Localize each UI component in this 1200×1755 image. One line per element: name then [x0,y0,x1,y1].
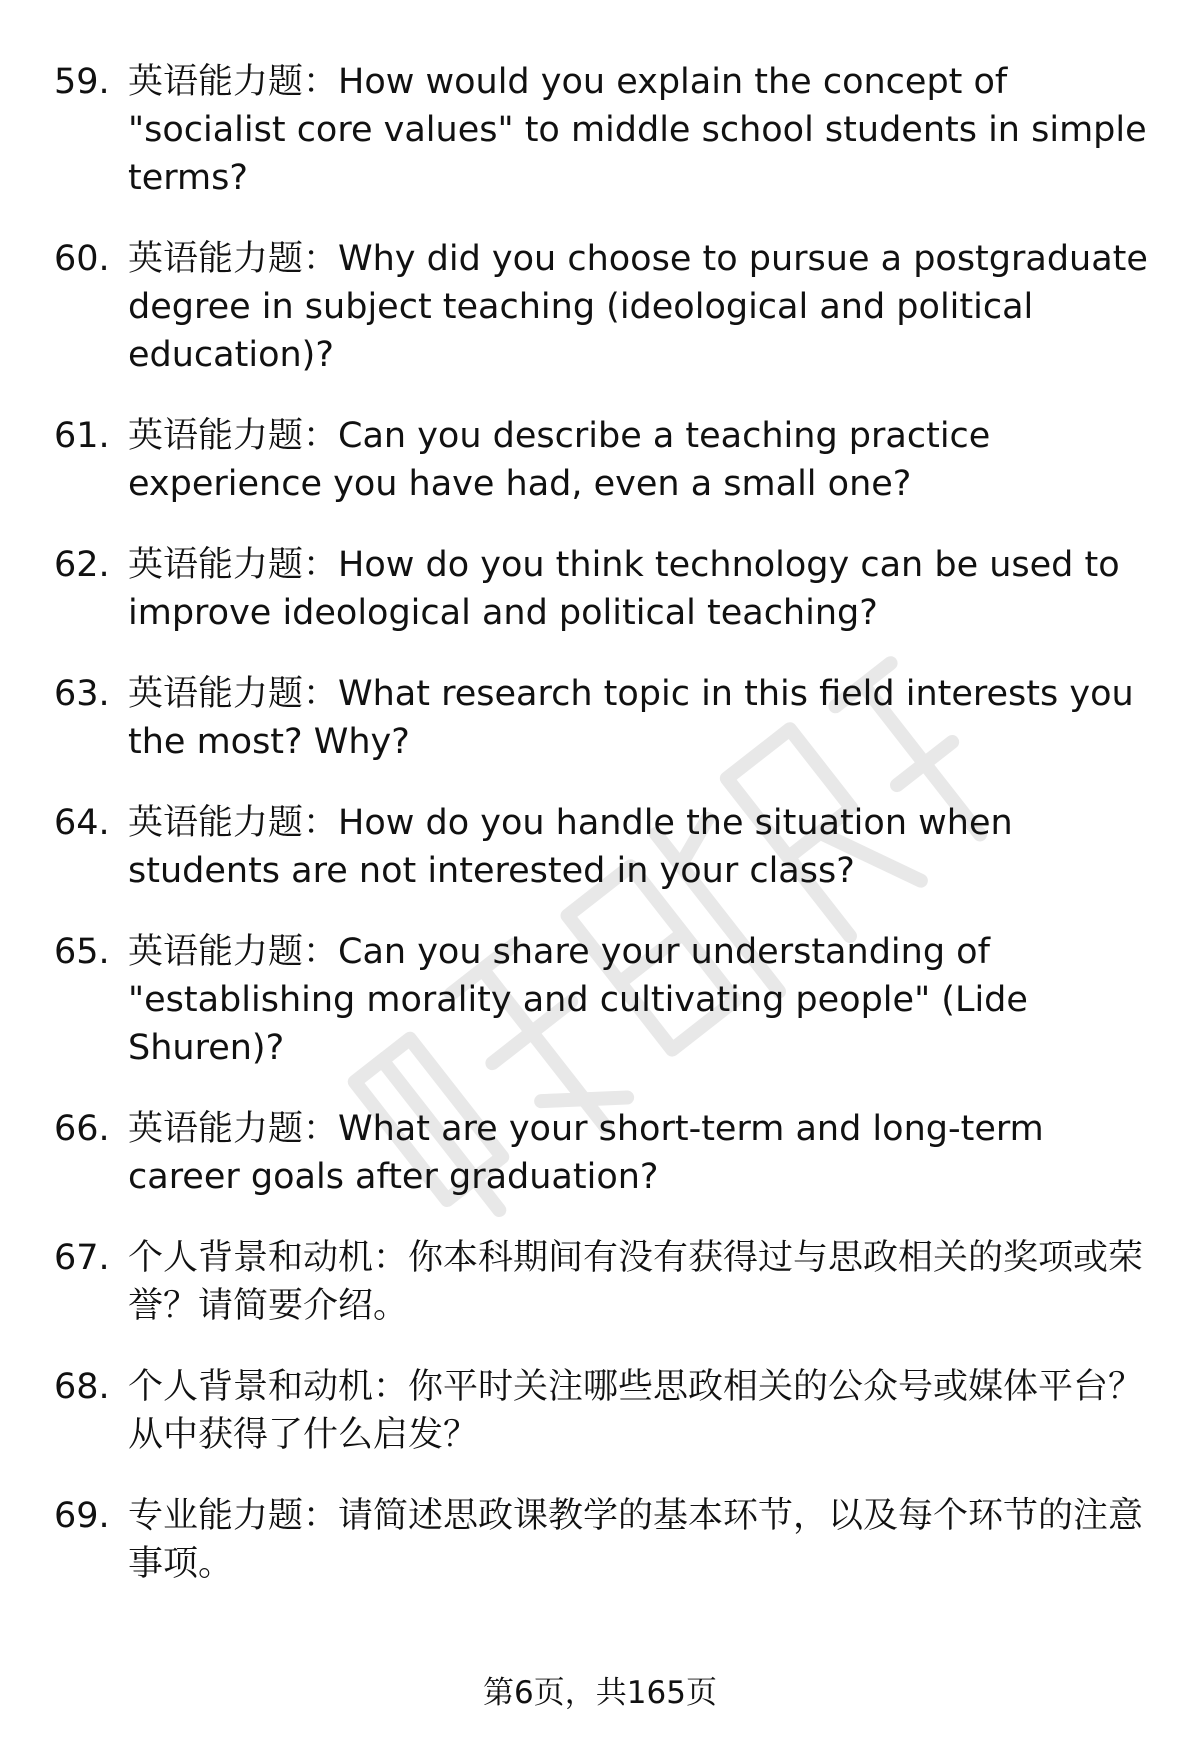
question-text: 英语能力题：How do you handle the situation when students are not interested in your class? [128,803,1013,891]
question-text: 专业能力题：请简述思政课教学的基本环节，以及每个环节的注意事项。 [128,1496,1144,1584]
question-number: 59. [54,62,110,102]
question-item [54,235,1154,379]
question-item [54,928,1154,1072]
question-text: 英语能力题：Can you describe a teaching practice experience you have had, even a small one? [128,416,991,504]
question-number: 61. [54,416,110,456]
question-item [54,1492,1154,1588]
question-item [54,799,1154,895]
page-footer: 第6页，共165页 [483,1675,717,1711]
question-text: 英语能力题：How would you explain the concept of "socialist core values" to middle school students in simple terms? [128,62,1147,198]
question-number: 66. [54,1109,110,1149]
question-text: 英语能力题：What are your short-term and long-term career goals after graduation? [128,1109,1044,1197]
question-list [54,58,1154,1621]
question-number: 65. [54,932,110,972]
question-text: 个人背景和动机：你平时关注哪些思政相关的公众号或媒体平台？从中获得了什么启发？ [128,1367,1144,1455]
question-item [54,412,1154,508]
question-number: 69. [54,1496,110,1536]
question-number: 67. [54,1238,110,1278]
question-number: 68. [54,1367,110,1407]
question-item [54,58,1154,202]
question-text: 英语能力题：Why did you choose to pursue a postgraduate degree in subject teaching (ideological and political education)? [128,239,1148,375]
question-text: 个人背景和动机：你本科期间有没有获得过与思政相关的奖项或荣誉？请简要介绍。 [128,1238,1144,1326]
question-number: 60. [54,239,110,279]
question-text: 英语能力题：What research topic in this field interests you the most? Why? [128,674,1134,762]
question-item [54,541,1154,637]
question-text: 英语能力题：How do you think technology can be used to improve ideological and political teaching? [128,545,1120,633]
question-item [54,1363,1154,1459]
question-number: 62. [54,545,110,585]
question-number: 63. [54,674,110,714]
question-number: 64. [54,803,110,843]
question-item [54,670,1154,766]
question-item [54,1234,1154,1330]
question-item [54,1105,1154,1201]
question-text: 英语能力题：Can you share your understanding of "establishing morality and cultivating people" (Lide Shuren)? [128,932,1028,1068]
